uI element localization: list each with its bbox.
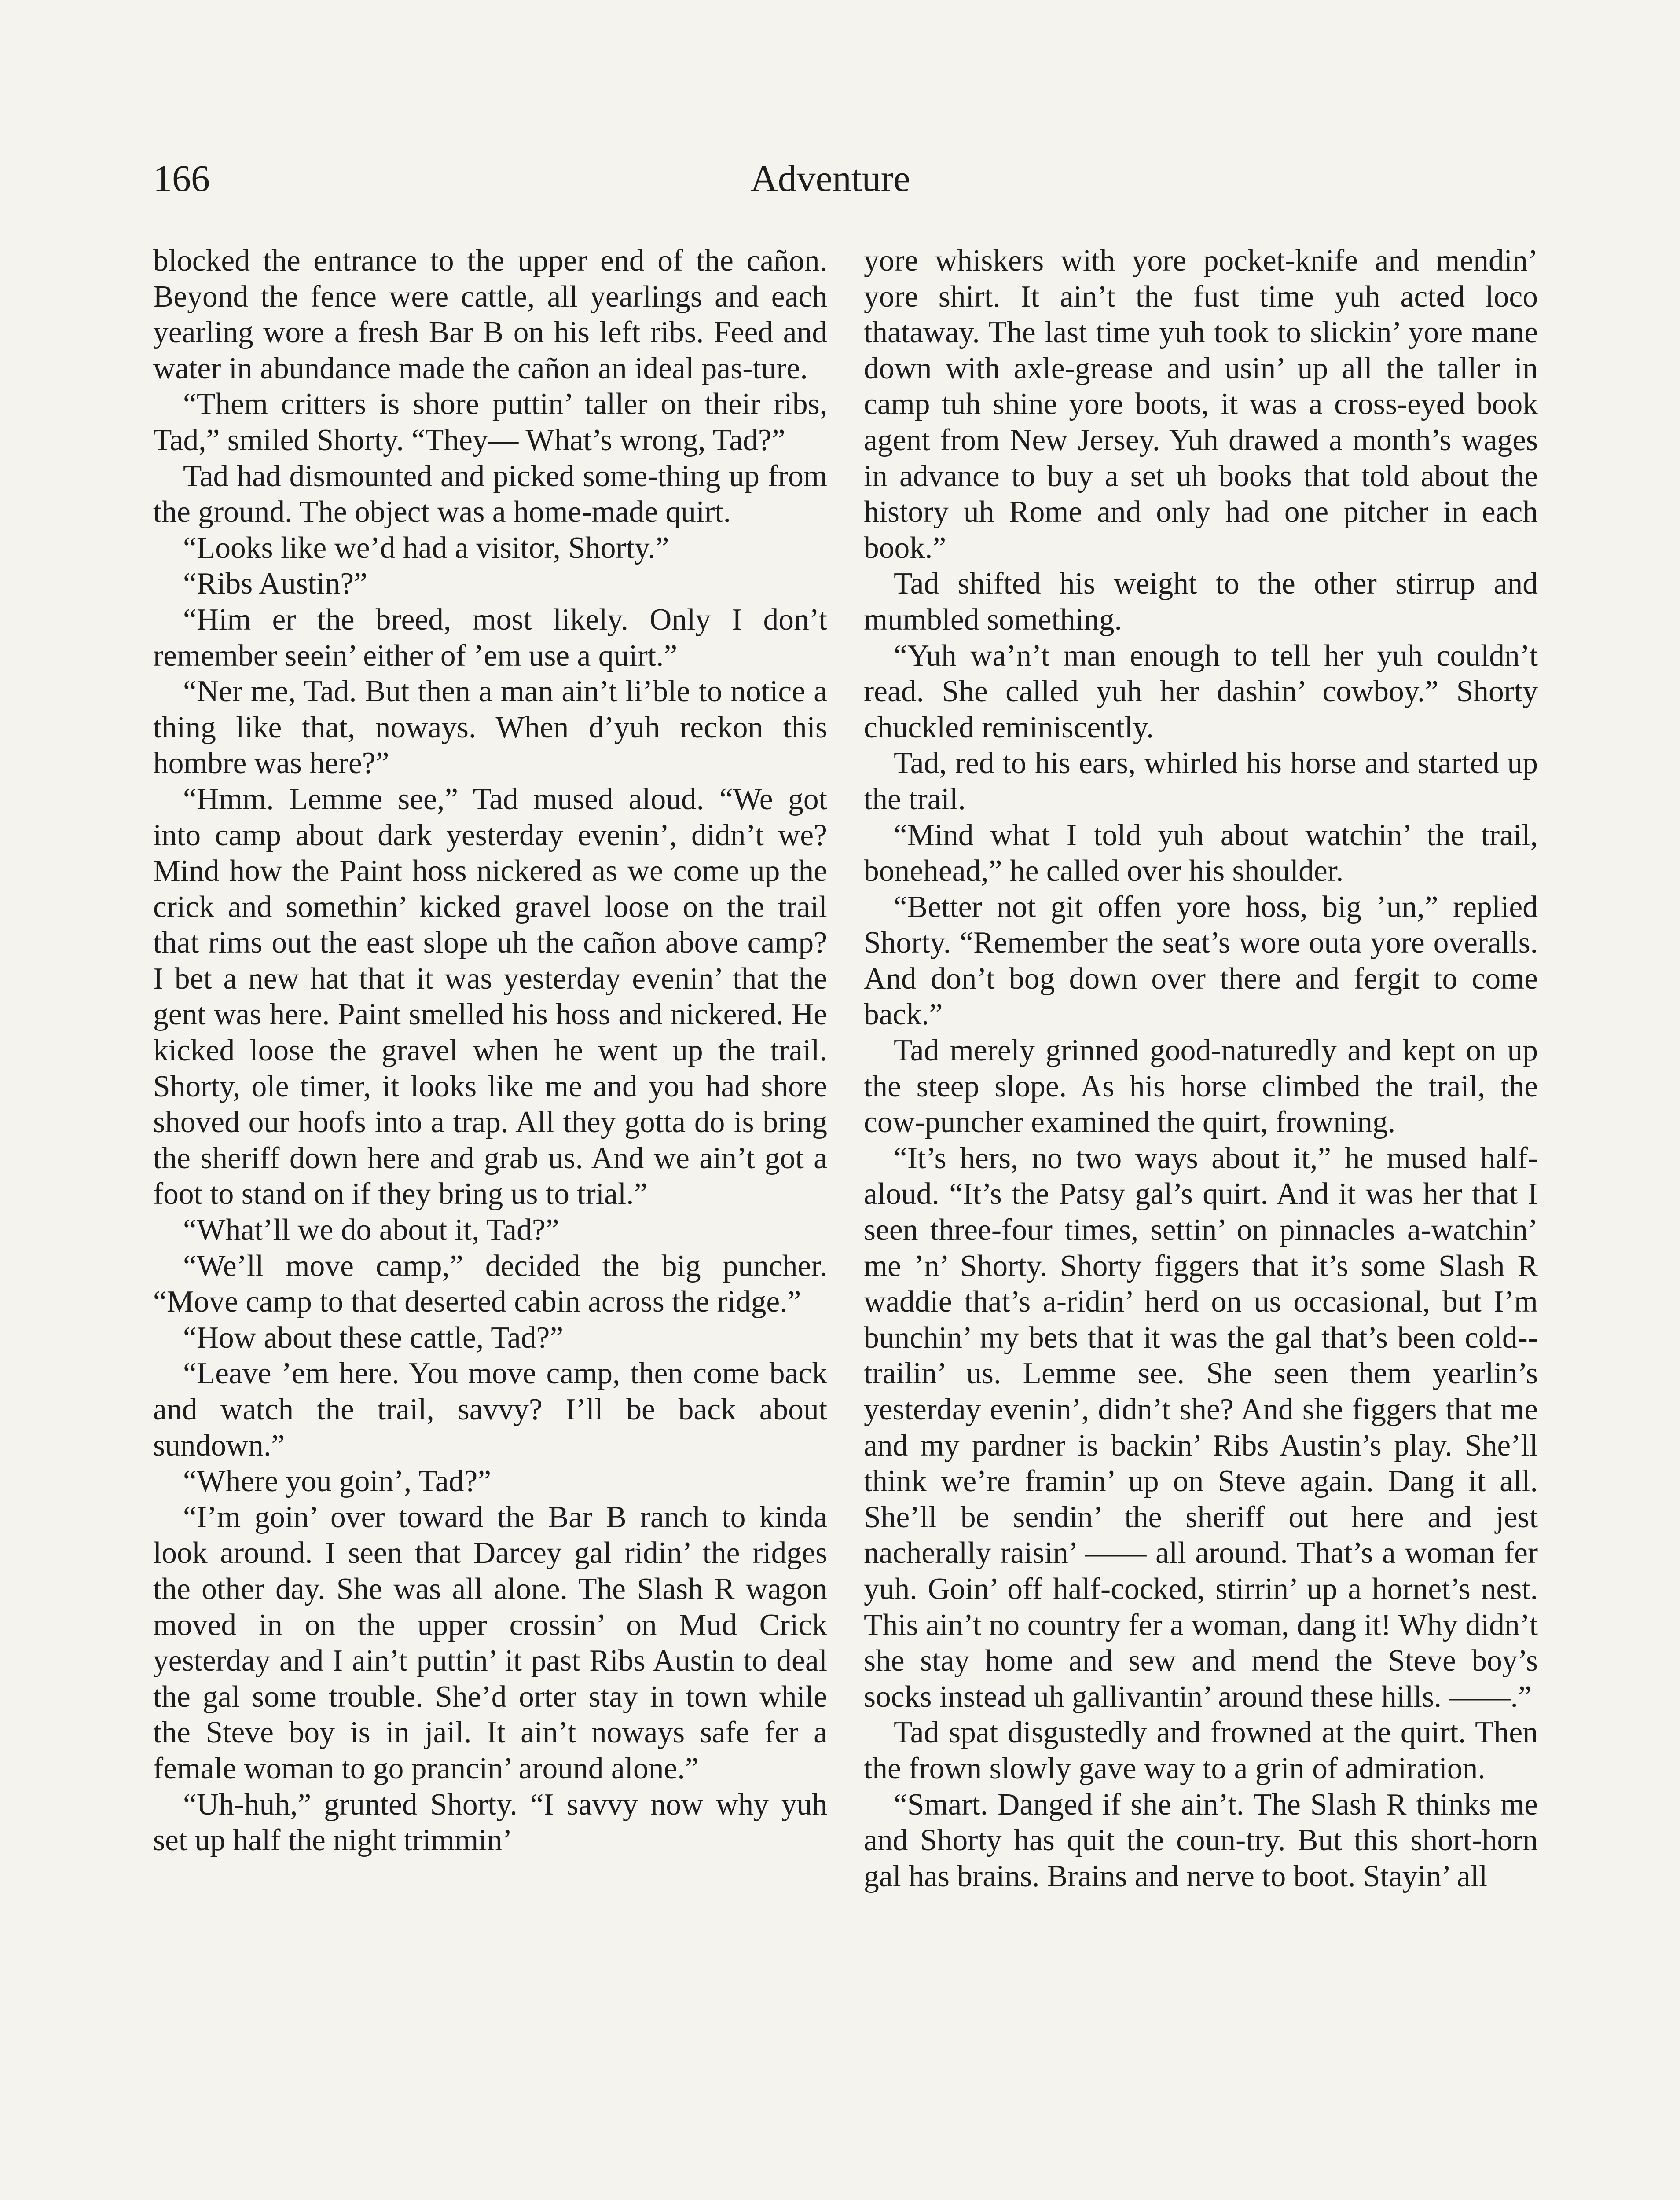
paragraph: “Looks like we’d had a visitor, Shorty.” <box>183 531 669 565</box>
paragraph: “How about these cattle, Tad?” <box>183 1320 564 1355</box>
left-column <box>153 243 827 1859</box>
paragraph: Tad merely grinned good-naturedly and kept on up the steep slope. As his horse climbed the trail, the cow-puncher examined the quirt, frowning. <box>864 1034 1538 1140</box>
paragraph: Tad shifted his weight to the other stirrup and mumbled something. <box>864 567 1538 637</box>
running-title: Adventure <box>750 157 910 199</box>
paragraph: yore whiskers with yore pocket-knife and mendin’ yore shirt. It ain’t the fust time yuh acted loco thataway. The last time yuh took to slickin’ yore mane down with axle-grease and usin’ up all the taller in camp tuh shine yore boots, it was a cross-eyed book agent from New Jersey. Yuh drawed a month’s wages in advance to buy a set uh books that told about the history uh Rome and only had one pitcher in each book.” <box>864 244 1538 565</box>
paragraph: “Hmm. Lemme see,” Tad mused aloud. “We got into camp about dark yesterday evenin’, didn’t we? Mind how the Paint hoss nickered as we come up the crick and somethin’ kicked gravel loose on the trail that rims out the east slope uh the cañon above camp? I bet a new hat that it was yesterday evenin’ that the gent was here. Paint smelled his hoss and nickered. He kicked loose the gravel when he went up the trail. Shorty, ole timer, it looks like me and you had shore shoved our hoofs into a trap. All they gotta do is bring the sheriff down here and grab us. And we ain’t got a foot to stand on if they bring us to trial.” <box>153 782 827 1211</box>
paragraph: “Yuh wa’n’t man enough to tell her yuh couldn’t read. She called yuh her dashin’ cowboy.” Shorty chuckled reminiscently. <box>864 638 1538 744</box>
paragraph: “Mind what I told yuh about watchin’ the trail, bonehead,” he called over his shoulder. <box>864 818 1538 888</box>
right-column <box>864 243 1538 1894</box>
paragraph: “Him er the breed, most likely. Only I don’t remember seein’ either of ’em use a quirt.” <box>153 602 827 673</box>
paragraph: “Leave ’em here. You move camp, then come back and watch the trail, savvy? I’ll be back about sundown.” <box>153 1357 827 1463</box>
page-header <box>153 152 1508 205</box>
page-number: 166 <box>153 157 210 199</box>
paragraph: Tad, red to his ears, whirled his horse and started up the trail. <box>864 746 1538 816</box>
paragraph: “Uh-huh,” grunted Shorty. “I savvy now why yuh set up half the night trimmin’ <box>153 1787 827 1858</box>
paragraph: “Ribs Austin?” <box>183 567 367 601</box>
paragraph: “It’s hers, no two ways about it,” he mused half-aloud. “It’s the Patsy gal’s quirt. And it was her that I seen three-four times, settin’ on pinnacles a-watchin’ me ’n’ Shorty. Shorty figgers that it’s some Slash R waddie that’s a-ridin’ herd on us occasional, but I’m bunchin’ my bets that it was the gal that’s been cold-trailin’ us. Lemme see. She seen them yearlin’s yesterday evenin’, didn’t she? And she figgers that me and my pardner is backin’ Ribs Austin’s play. She’ll think we’re framin’ up on Steve again. Dang it all. She’ll be sendin’ the sheriff out here and jest nacherally raisin’ —— all around. That’s a woman fer yuh. Goin’ off half-cocked, stirrin’ up a hornet’s nest. This ain’t no country fer a woman, dang it! Why didn’t she stay home and sew and mend the Steve boy’s socks instead uh gallivantin’ around these hills. ——.” <box>864 1141 1538 1714</box>
paragraph: “Where you goin’, Tad?” <box>183 1464 492 1499</box>
paragraph: “Smart. Danged if she ain’t. The Slash R thinks me and Shorty has quit the coun-try. But this short-horn gal has brains. Brains and nerve to boot. Stayin’ all <box>864 1787 1538 1893</box>
paragraph: Tad had dismounted and picked some-thing up from the ground. The object was a home-made quirt. <box>153 459 827 529</box>
paragraph: “I’m goin’ over toward the Bar B ranch to kinda look around. I seen that Darcey gal ridin’ the ridges the other day. She was all alone. The Slash R wagon moved in on the upper crossin’ on Mud Crick yesterday and I ain’t puttin’ it past Ribs Austin to deal the gal some trouble. She’d orter stay in town while the Steve boy is in jail. It ain’t noways safe fer a female woman to go prancin’ around alone.” <box>153 1500 827 1786</box>
paragraph: “Ner me, Tad. But then a man ain’t li’ble to notice a thing like that, noways. When d’yuh reckon this hombre was here?” <box>153 675 827 781</box>
paragraph: Tad spat disgustedly and frowned at the quirt. Then the frown slowly gave way to a grin of admiration. <box>864 1716 1538 1786</box>
paragraph: blocked the entrance to the upper end of the cañon. Beyond the fence were cattle, all yearlings and each yearling wore a fresh Bar B on his left ribs. Feed and water in abundance made the cañon an ideal pas-ture. <box>153 244 827 385</box>
paragraph: “Better not git offen yore hoss, big ’un,” replied Shorty. “Remember the seat’s wore outa yore overalls. And don’t bog down over there and fergit to come back.” <box>864 890 1538 1032</box>
paragraph: “We’ll move camp,” decided the big puncher. “Move camp to that deserted cabin across the ridge.” <box>153 1249 827 1319</box>
paragraph: “What’ll we do about it, Tad?” <box>183 1213 559 1247</box>
paragraph: “Them critters is shore puttin’ taller on their ribs, Tad,” smiled Shorty. “They— What’s wrong, Tad?” <box>153 387 827 457</box>
